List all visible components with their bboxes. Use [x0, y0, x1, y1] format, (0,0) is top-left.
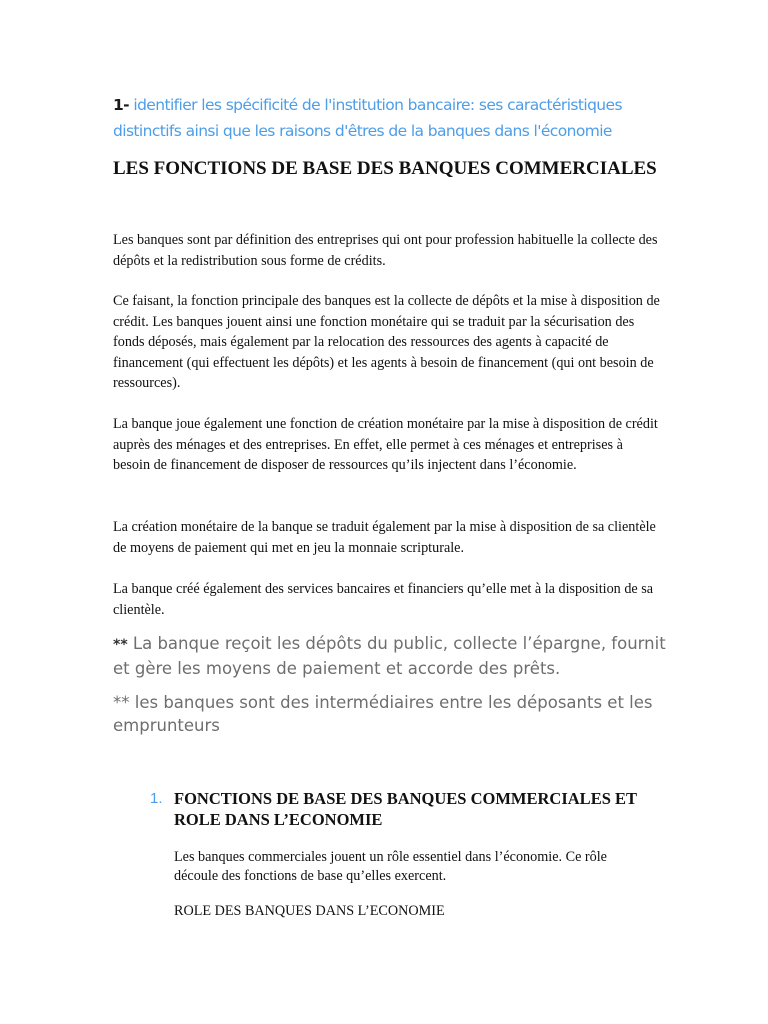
- section-subheading: ROLE DES BANQUES DANS L’ECONOMIE: [174, 903, 445, 919]
- question-heading: [113, 92, 673, 144]
- paragraph-main-function: Ce faisant, la fonction principale des banques est la collecte de dépôts et la mise à disposition de crédit. Les banques jouent ainsi une fonction monétaire qui se traduit par la sécurisation des fonds déposés, mais également par la relocation des ressources des agents à capacité de financement (qui effectuent les dépôts) et les agents à besoin de financement (qui ont besoin de ressources).: [113, 293, 660, 392]
- section-paragraph: Les banques commerciales jouent un rôle essentiel dans l’économie. Ce rôle découle des fonctions de base qu’elles exercent.: [174, 849, 607, 884]
- note-intermediaries: ** les banques sont des intermédiaires entre les déposants et les emprunteurs: [113, 693, 653, 735]
- paragraph-money-creation: La banque joue également une fonction de création monétaire par la mise à disposition de crédit auprès des ménages et des entreprises. En effet, elle permet à ces ménages et entreprises à besoin de financement de disposer de ressources qu’ils injectent dans l’économie.: [113, 416, 658, 474]
- section-title: FONCTIONS DE BASE DES BANQUES COMMERCIALES ET ROLE DANS L’ECONOMIE: [174, 789, 637, 829]
- paragraph-definition: Les banques sont par définition des entreprises qui ont pour profession habituelle la collecte des dépôts et la redistribution sous forme de crédits.: [113, 232, 658, 269]
- paragraph-services: La banque créé également des services bancaires et financiers qu’elle met à la disposition de sa clientèle.: [113, 581, 654, 618]
- note-deposits: [113, 632, 673, 680]
- paragraph-scriptural-money: La création monétaire de la banque se traduit également par la mise à disposition de sa clientèle de moyens de paiement qui met en jeu la monnaie scripturale.: [113, 519, 656, 556]
- note-stars: **: [113, 637, 128, 653]
- page-title: LES FONCTIONS DE BASE DES BANQUES COMMERCIALES: [113, 158, 657, 179]
- note-deposits-text: La banque reçoit les dépôts du public, collecte l’épargne, fournit et gère les moyens de paiement et accorde des prêts.: [113, 634, 666, 678]
- list-number: 1.: [150, 790, 163, 807]
- question-text: identifier les spécificité de l'institution bancaire: ses caractéristiques distinctifs ainsi que les raisons d'êtres de la banques dans l'économie: [113, 96, 622, 140]
- question-number: 1-: [113, 96, 130, 114]
